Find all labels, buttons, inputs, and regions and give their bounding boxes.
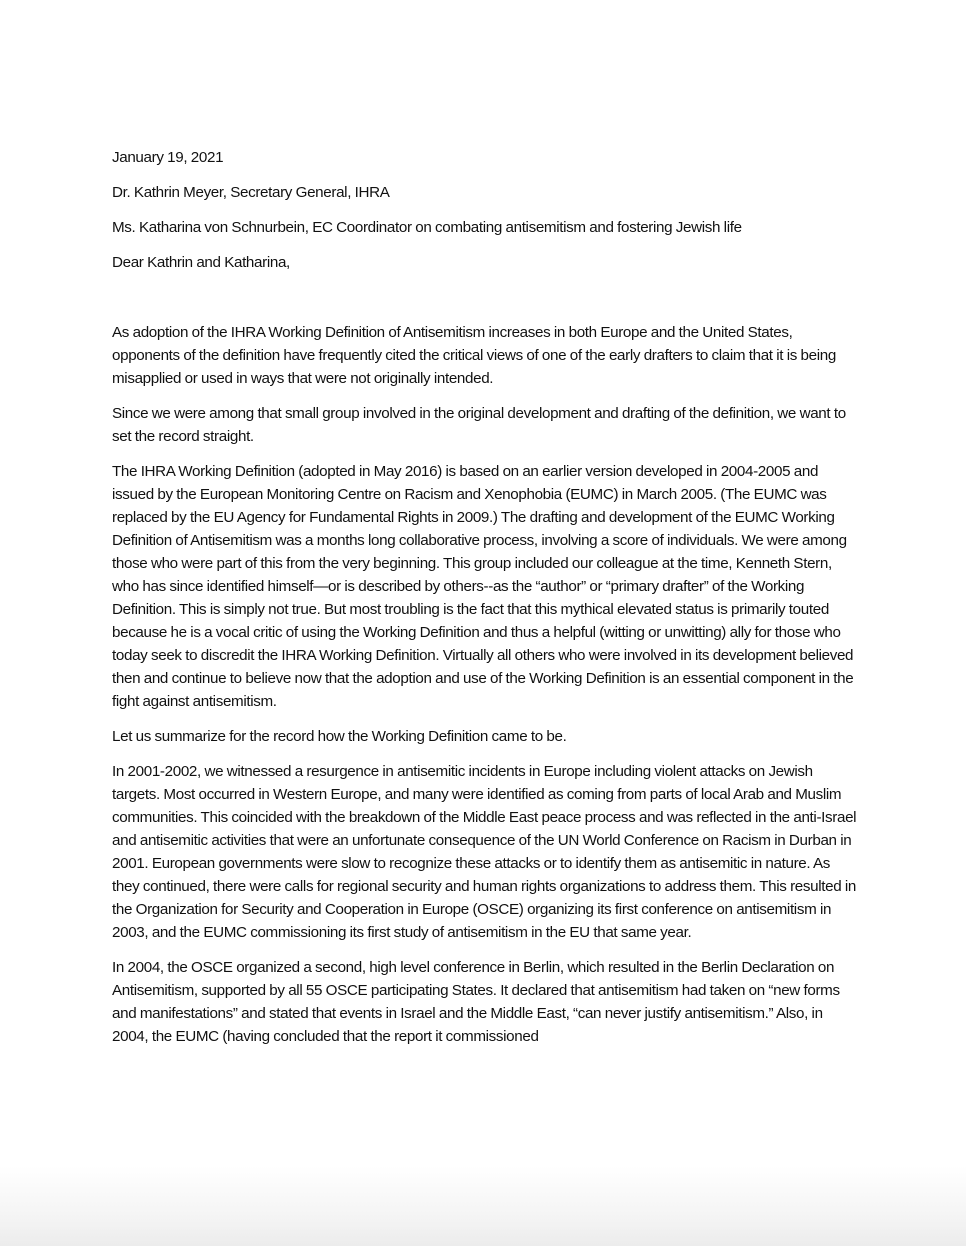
body-paragraph: Let us summarize for the record how the Working Definition came to be.	[112, 728, 567, 745]
letter-date: January 19, 2021	[112, 149, 224, 166]
body-paragraph: Since we were among that small group involved in the original development and drafting of the definition, we want to set the record straight.	[112, 405, 846, 445]
page-bottom-fade	[0, 1166, 966, 1246]
salutation: Dear Kathrin and Katharina,	[112, 254, 290, 271]
letter-body	[112, 146, 860, 1060]
recipient-line: Ms. Katharina von Schnurbein, EC Coordinator on combating antisemitism and fostering Jewish life	[112, 219, 742, 236]
body-paragraph: As adoption of the IHRA Working Definition of Antisemitism increases in both Europe and the United States, opponents of the definition have frequently cited the critical views of one of the early drafters to claim that it is being misapplied or used in ways that were not originally intended.	[112, 324, 836, 387]
body-paragraph: The IHRA Working Definition (adopted in May 2016) is based on an earlier version developed in 2004-2005 and issued by the European Monitoring Centre on Racism and Xenophobia (EUMC) in March 2005. (The EUMC was replaced by the EU Agency for Fundamental Rights in 2009.) The drafting and development of the EUMC Working Definition of Antisemitism was a months long collaborative process, involving a score of individuals. We were among those who were part of this from the very beginning. This group included our colleague at the time, Kenneth Stern, who has since identified himself—or is described by others--as the “author” or “primary drafter” of the Working Definition. This is simply not true. But most troubling is the fact that this mythical elevated status is primarily touted because he is a vocal critic of using the Working Definition and thus a helpful (witting or unwitting) ally for those who today seek to discredit the IHRA Working Definition. Virtually all others who were involved in its development believed then and continue to believe now that the adoption and use of the Working Definition is an essential component in the fight against antisemitism.	[112, 463, 854, 710]
recipient-line: Dr. Kathrin Meyer, Secretary General, IHRA	[112, 184, 390, 201]
body-paragraph: In 2004, the OSCE organized a second, high level conference in Berlin, which resulted in the Berlin Declaration on Antisemitism, supported by all 55 OSCE participating States. It declared that antisemitism had taken on “new forms and manifestations” and stated that events in Israel and the Middle East, “can never justify antisemitism.” Also, in 2004, the EUMC (having concluded that the report it commissioned	[112, 959, 840, 1045]
body-paragraph: In 2001-2002, we witnessed a resurgence in antisemitic incidents in Europe including violent attacks on Jewish targets. Most occurred in Western Europe, and many were identified as coming from parts of local Arab and Muslim communities. This coincided with the breakdown of the Middle East peace process and was reflected in the anti-Israel and antisemitic activities that were an unfortunate consequence of the UN World Conference on Racism in Durban in 2001. European governments were slow to recognize these attacks or to identify them as antisemitic in nature. As they continued, there were calls for regional security and human rights organizations to address them. This resulted in the Organization for Security and Cooperation in Europe (OSCE) organizing its first conference on antisemitism in 2003, and the EUMC commissioning its first study of antisemitism in the EU that same year.	[112, 763, 857, 941]
